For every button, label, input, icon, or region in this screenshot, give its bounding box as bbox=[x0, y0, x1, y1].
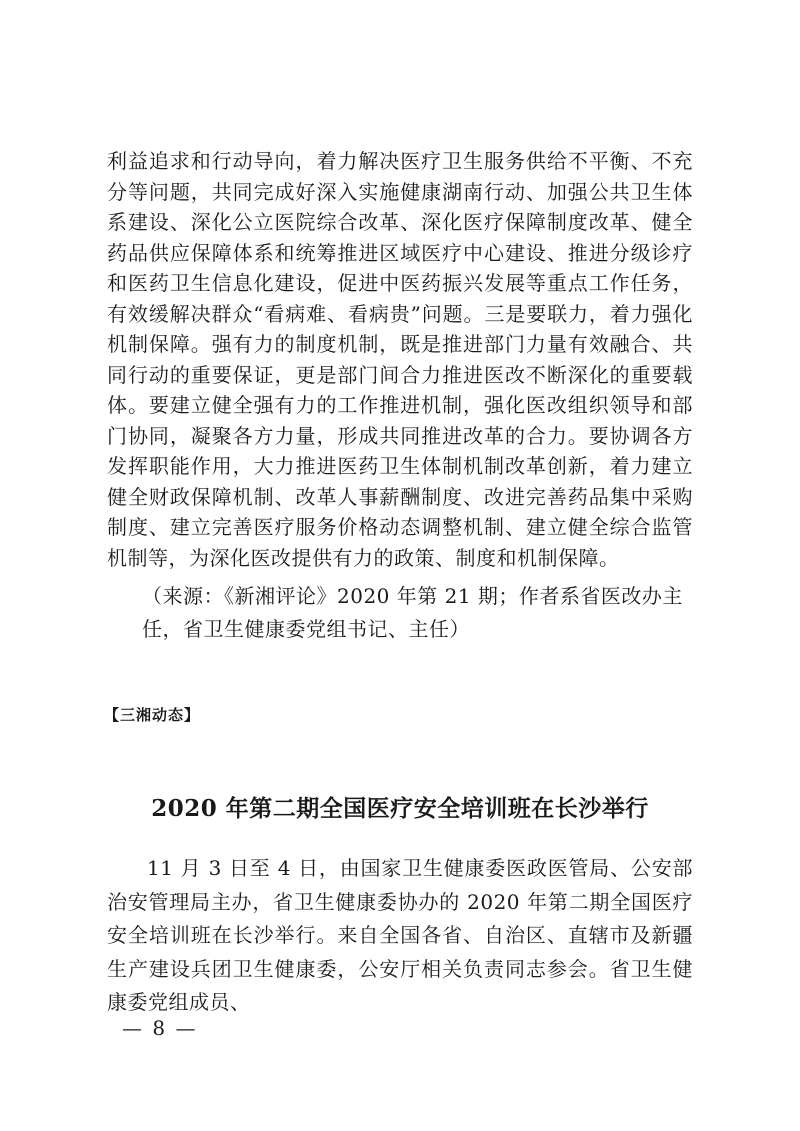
section-tag: 【三湘动态】 bbox=[104, 706, 201, 724]
page-number: — 8 — bbox=[122, 1016, 198, 1040]
article-headline: 2020 年第二期全国医疗安全培训班在长沙举行 bbox=[151, 795, 649, 822]
article-paragraph: 11 月 3 日至 4 日，由国家卫生健康委医政医管局、公安部治安管理局主办，省卫生健康委协办的 2020 年第二期全国医疗安全培训班在长沙举行。来自全国各省、自治区、直辖市及新疆生产建设兵团卫生健康委，公安厅相关负责同志参会。省卫生健康委党组成员、 bbox=[107, 856, 693, 1014]
body-paragraph: 利益追求和行动导向，着力解决医疗卫生服务供给不平衡、不充分等问题，共同完成好深入实施健康湖南行动、加强公共卫生体系建设、深化公立医院综合改革、深化医疗保障制度改革、健全药品供应保障体系和统筹推进区域医疗中心建设、推进分级诊疗和医药卫生信息化建设，促进中医药振兴发展等重点工作任务，有效缓解决群众“看病难、看病贵”问题。三是要联力，着力强化机制保障。强有力的制度机制，既是推进部门力量有效融合、共同行动的重要保证，更是部门间合力推进医改不断深化的重要载体。要建立健全强有力的工作推进机制，强化医改组织领导和部门协同，凝聚各方力量，形成共同推进改革的合力。要协调各方发挥职能作用，大力推进医药卫生体制机制改革创新，着力建立健全财政保障机制、改革人事薪酬制度、改进完善药品集中采购制度、建立完善医疗服务价格动态调整机制、建立健全综合监管机制等，为深化医改提供有力的政策、制度和机制保障。 bbox=[107, 149, 693, 570]
source-note: （来源：《新湘评论》2020 年第 21 期；作者系省医改办主任，省卫生健康委党组书记、主任） bbox=[142, 584, 683, 641]
